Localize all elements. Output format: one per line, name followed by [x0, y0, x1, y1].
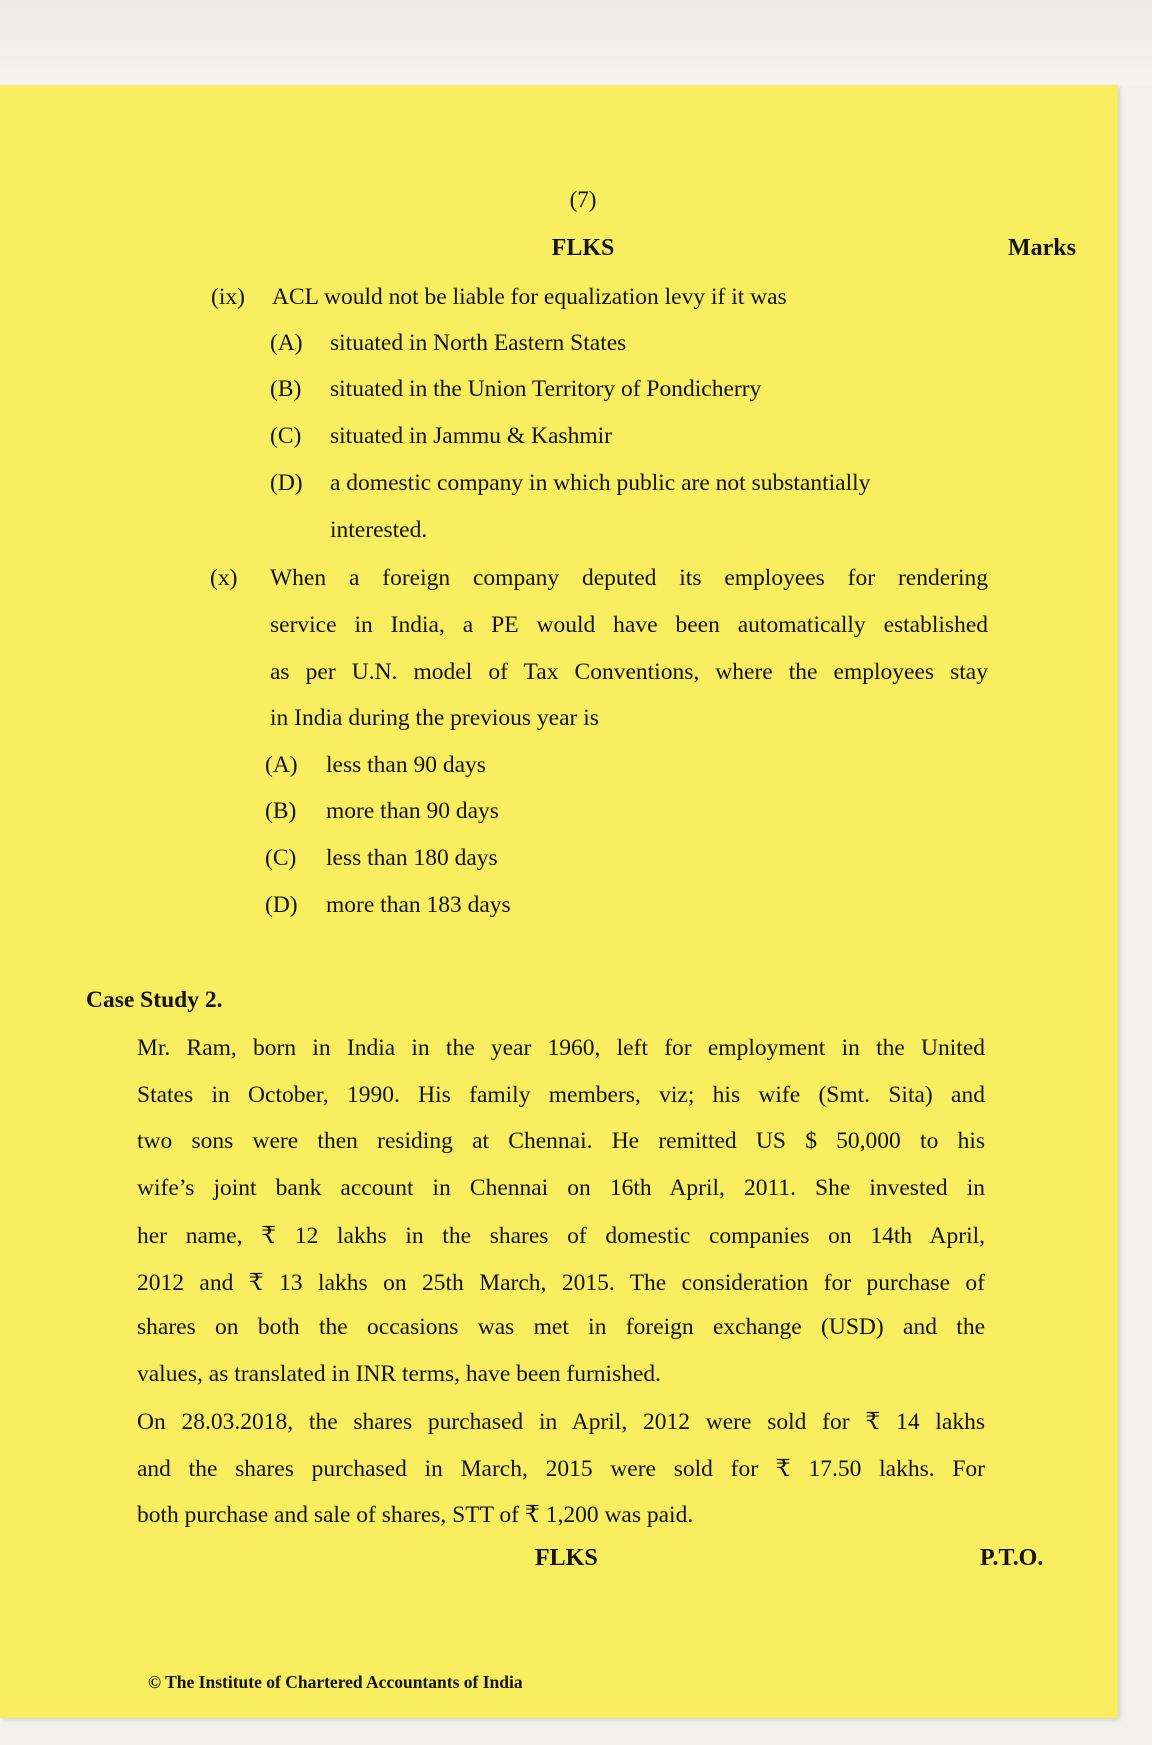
case-study-line: shares on both the occasions was met in foreign exchange (USD) and the	[137, 1314, 985, 1340]
question-ix-stem: ACL would not be liable for equalization levy if it was	[272, 284, 787, 310]
question-x-stem-line: as per U.N. model of Tax Conventions, where the employees stay	[270, 659, 988, 685]
question-x-stem-line: service in India, a PE would have been automatically established	[270, 612, 988, 638]
case-study-line: two sons were then residing at Chennai. He remitted US $ 50,000 to his	[137, 1128, 985, 1154]
case-study-line: 2012 and ₹ 13 lakhs on 25th March, 2015. The consideration for purchase of	[137, 1270, 985, 1296]
option-x-a-label: (A)	[265, 752, 298, 778]
question-x-stem-line: in India during the previous year is	[270, 705, 599, 731]
option-x-a-text: less than 90 days	[326, 752, 486, 778]
option-x-c-text: less than 180 days	[326, 845, 498, 871]
option-ix-b-text: situated in the Union Territory of Pondicherry	[330, 376, 762, 402]
option-ix-d-text-cont: interested.	[330, 517, 428, 543]
option-ix-d-label: (D)	[270, 470, 303, 496]
paper-code-header: FLKS	[551, 235, 615, 261]
option-x-c-label: (C)	[265, 845, 297, 871]
question-x-number: (x)	[210, 565, 238, 591]
option-ix-c-text: situated in Jammu & Kashmir	[330, 423, 612, 449]
copyright-notice: © The Institute of Chartered Accountants of India	[148, 1672, 523, 1692]
marks-label: Marks	[1008, 235, 1076, 261]
case-study-line: both purchase and sale of shares, STT of ₹ 1,200 was paid.	[137, 1502, 694, 1528]
case-study-line: States in October, 1990. His family members, viz; his wife (Smt. Sita) and	[137, 1082, 985, 1108]
option-ix-b-label: (B)	[270, 376, 302, 402]
option-x-d-label: (D)	[265, 892, 298, 918]
case-study-line: wife’s joint bank account in Chennai on 16th April, 2011. She invested in	[137, 1175, 985, 1201]
case-study-line: and the shares purchased in March, 2015 were sold for ₹ 17.50 lakhs. For	[137, 1456, 985, 1482]
option-ix-a-label: (A)	[270, 330, 303, 356]
page-number: (7)	[569, 187, 597, 212]
option-x-d-text: more than 183 days	[326, 892, 511, 918]
case-study-line: her name, ₹ 12 lakhs in the shares of domestic companies on 14th April,	[137, 1223, 985, 1249]
question-ix-number: (ix)	[211, 284, 245, 310]
case-study-line: On 28.03.2018, the shares purchased in April, 2012 were sold for ₹ 14 lakhs	[137, 1409, 985, 1435]
option-x-b-text: more than 90 days	[326, 798, 499, 824]
scan-background-strip	[0, 0, 1152, 85]
pto-label: P.T.O.	[980, 1545, 1044, 1571]
option-ix-d-text: a domestic company in which public are not substantially	[330, 470, 871, 496]
case-study-line: values, as translated in INR terms, have been furnished.	[137, 1361, 662, 1387]
case-study-title: Case Study 2.	[86, 987, 223, 1013]
footer-paper-code: FLKS	[535, 1545, 598, 1571]
case-study-line: Mr. Ram, born in India in the year 1960, left for employment in the United	[137, 1035, 985, 1061]
option-ix-c-label: (C)	[270, 423, 302, 449]
option-x-b-label: (B)	[265, 798, 297, 824]
question-x-stem-line: When a foreign company deputed its employees for rendering	[270, 565, 988, 591]
option-ix-a-text: situated in North Eastern States	[330, 330, 627, 356]
